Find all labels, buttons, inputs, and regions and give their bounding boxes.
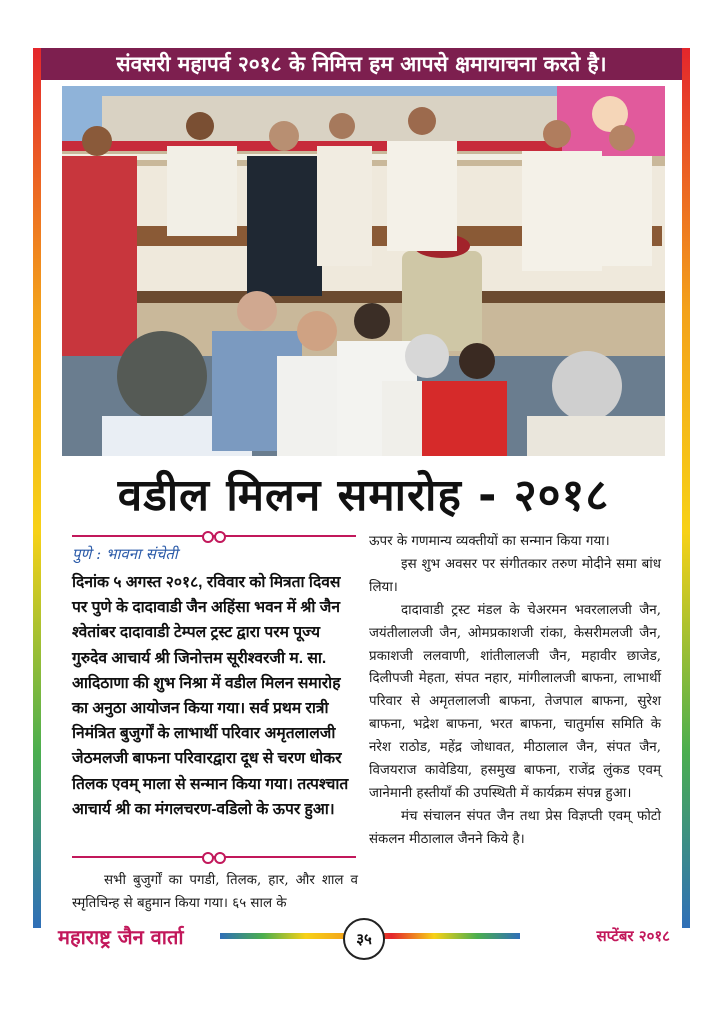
decorative-right-border <box>682 48 690 928</box>
byline: पुणे : भावना संचेती <box>72 545 178 563</box>
event-photo <box>62 86 665 456</box>
decorative-left-border <box>33 48 41 928</box>
header-banner: संवसरी महापर्व २०१८ के निमित्त हम आपसे क्षमायाचना करते है। <box>41 48 682 80</box>
body-paragraph: सभी बुजुर्गों का पगडी, तिलक, हार, और शाल व स्मृतिचिन्ह से बहुमान किया गया। ६५ साल के <box>72 873 358 911</box>
column-two-body <box>369 531 661 852</box>
article-title: वडील मिलन समारोह - २०१८ <box>117 470 610 521</box>
issue-month: सप्टेंबर २०१८ <box>596 927 670 945</box>
body-paragraph: मंच संचालन संपत जैन तथा प्रेस विज्ञप्ती एवम् फोटो संकलन मीठालाल जैनने किये है। <box>369 808 661 847</box>
divider-dot-icon <box>214 531 226 543</box>
column-one-body <box>72 870 358 916</box>
divider-dot-icon <box>202 852 214 864</box>
page-number: ३५ <box>343 918 385 960</box>
body-paragraph: दादावाडी ट्रस्ट मंडल के चेअरमन भवरलालजी जैन, जयंतीलालजी जैन, ओमप्रकाशजी रांका, केसरीमलजी जैन, प्रकाशजी ललवाणी, शांतीलालजी जैन, महावीर छाजेड, दिलीपजी मेहता, संपत नहार, मांगीलालजी बाफना, लाभार्थी परिवार से अमृतलालजी बाफना, तेजपाल बाफना, सुरेश बाफना, भद्रेश बाफना, भरत बाफना, चातुर्मास समिति के नरेश राठोड, महेंद्र जोधावत, मीठालाल जैन, संपत जैन, विजयराज कावेडिया, हसमुख बाफना, राजेंद्र लुंकड एवम् जानेमानी हस्तीयाँ की उपस्थिती में कार्यक्रम संपन्न हुआ। <box>369 602 661 801</box>
divider-top <box>72 535 356 537</box>
lead-paragraph: दिनांक ५ अगस्त २०१८, रविवार को मित्रता दिवस पर पुणे के दादावाडी जैन अहिंसा भवन में श्री जैन श्वेतांबर दादावाडी टेम्पल ट्रस्ट द्वारा परम पूज्य गुरुदेव आचार्य श्री जिनोत्तम सूरीश्वरजी म. सा. आदिठाणा की शुभ निश्रा में वडील मिलन समारोह का अनुठा आयोजन किया गया। सर्व प्रथम रात्री निमंत्रित बुजुर्गों के लाभार्थी परिवार अमृतलालजी जेठमलजी बाफना परिवारद्वारा दूध से चरण धोकर तिलक एवम् माला से सन्मान किया गया। तत्पश्चात आचार्य श्री का मंगलचरण-वडिलो के ऊपर हुआ। <box>72 574 349 818</box>
body-paragraph: ऊपर के गणमान्य व्यक्तीयों का सन्मान किया गया। <box>369 534 610 549</box>
divider-dot-icon <box>202 531 214 543</box>
divider-dot-icon <box>214 852 226 864</box>
body-paragraph: इस शुभ अवसर पर संगीतकार तरुण मोदीने समा बांध लिया। <box>369 556 661 595</box>
divider-bottom <box>72 856 356 858</box>
magazine-name: महाराष्ट्र जैन वार्ता <box>58 925 184 949</box>
